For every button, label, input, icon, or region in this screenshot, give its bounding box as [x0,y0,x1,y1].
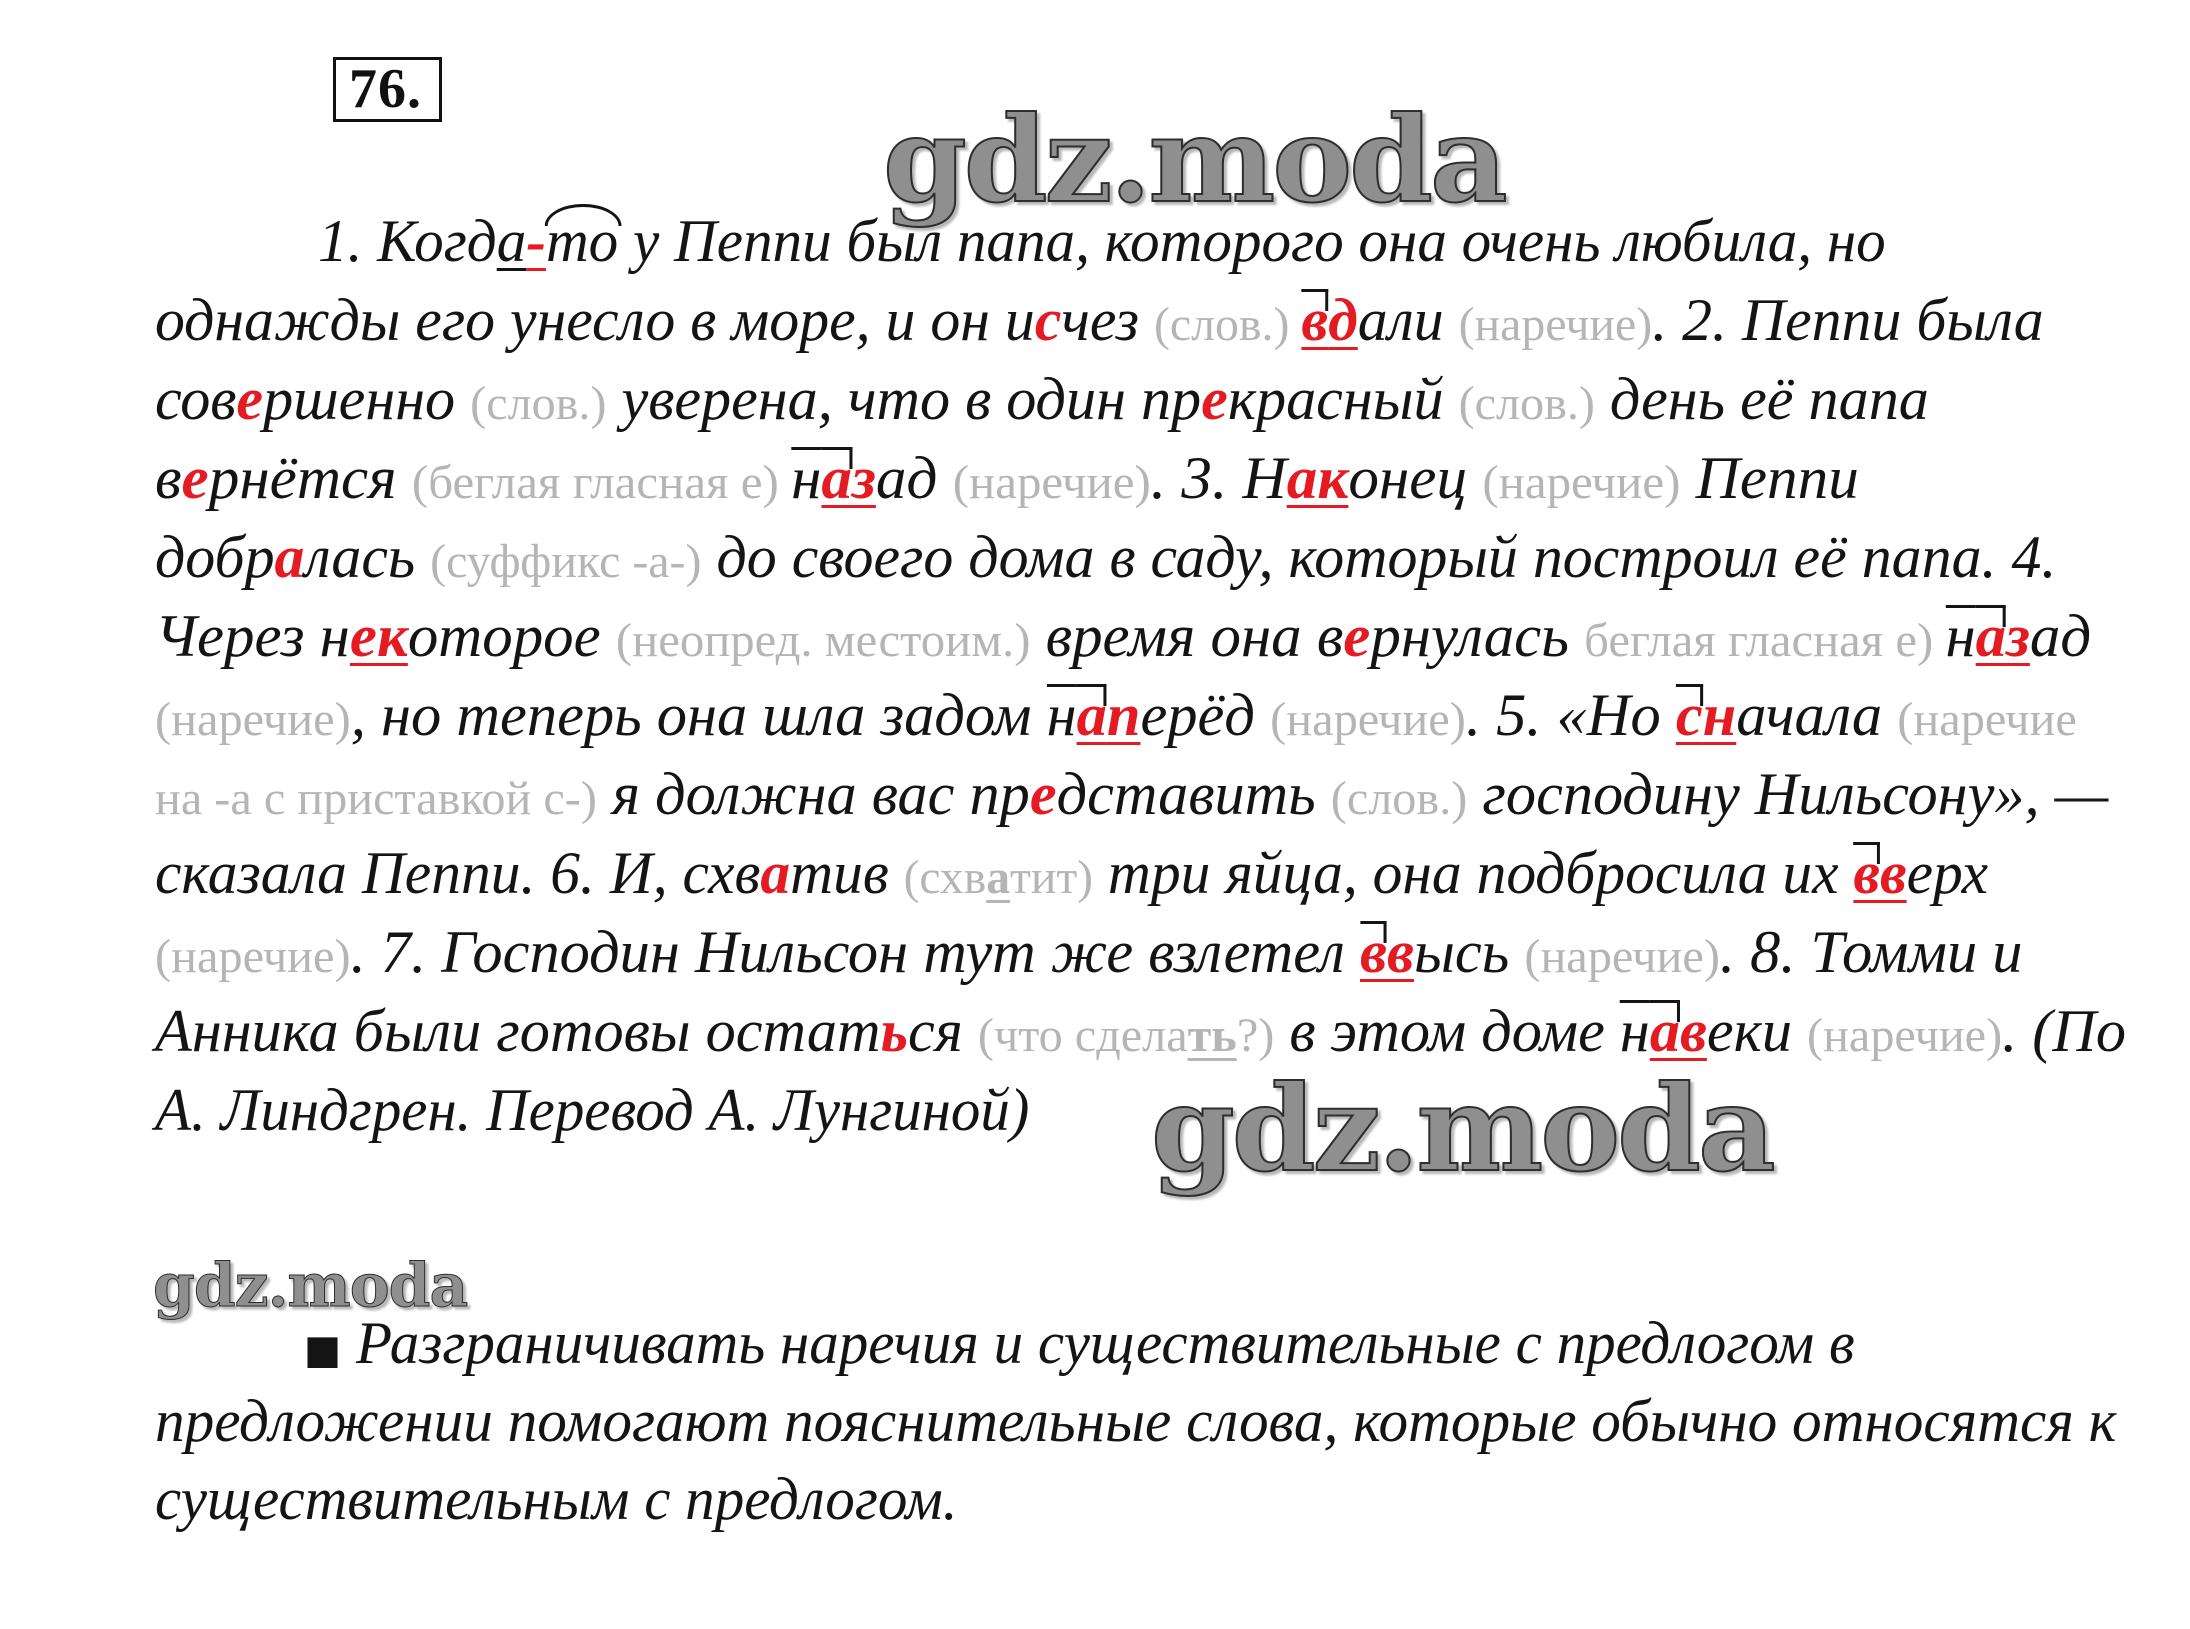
grammar-note: беглая гласная е) [1584,614,1946,667]
orthogram-letters: а [760,840,791,906]
text-run: ся [908,998,978,1064]
text-line [304,1304,1855,1383]
exercise-number: 76. [349,58,422,120]
text-run: у Пеппи был папа, которого она очень любила, но [618,208,1886,274]
text-run: . 2. Пеппи была [1652,287,2044,353]
orthogram-letters: е [181,445,209,511]
text-run: день её папа [1594,366,1929,432]
orthogram-letters: а [1649,998,1680,1064]
text-run: . (По [2002,998,2127,1064]
text-run: н [1619,998,1650,1064]
text-run: оторое [407,603,616,669]
grammar-note: (суффикс -а-) [430,535,702,588]
exercise-number-box [333,57,442,122]
orthogram-letters: з [2006,603,2030,669]
text-run: а [496,208,527,274]
text-run: добр [155,524,275,590]
text-run: дставить [1056,761,1331,827]
grammar-note: (наречие) [1270,693,1466,746]
text-run: ерх [1906,840,1988,906]
text-run: онец [1348,445,1483,511]
text-line [155,281,2044,360]
text-run: али [1357,287,1459,353]
text-run: уверена, что в один пр [606,366,1202,432]
orthogram-letters: в [1387,919,1415,985]
orthogram-letters: а [821,445,853,511]
text-line [155,992,2126,1071]
grammar-note: (схв [903,851,987,904]
text-run: 1. Когд [318,208,497,274]
text-run: в [155,445,182,511]
text-run: . 5. «Но [1465,682,1676,748]
text-run: ршенно [263,366,471,432]
text-run: ад [875,445,953,511]
grammar-note: (наречие) [952,456,1151,509]
text-run: . 8. Томми и [1719,919,2023,985]
text-run: лась [304,524,431,590]
text-run: сов [155,366,237,432]
orthogram-letters: в [1360,919,1388,985]
watermark-logo: gdz.moda [1151,1059,1773,1198]
watermark-logo-small: gdz.moda [153,1251,468,1321]
text-run: ад [2029,603,2092,669]
grammar-note: тит) [1010,851,1093,904]
text-run: , но теперь она шла задом [350,682,1047,748]
orthogram-letters: п [1106,682,1141,748]
text-run: сказала Пеппи. 6. И, схв [155,840,761,906]
text-line [155,439,1859,518]
text-line [155,518,2056,597]
orthogram-letters: е [236,366,264,432]
text-run: еки [1706,998,1808,1064]
text-run: в этом доме [1274,998,1620,1064]
text-line [155,360,1929,439]
text-run: н [1945,603,1976,669]
text-run: рнулась [1370,603,1585,669]
bullet-square: ■ [304,1327,342,1373]
text-line [155,834,1988,913]
text-run: ачала [1736,682,1898,748]
grammar-note: (неопред. местоим.) [615,614,1031,667]
text-line [155,676,2077,755]
text-run: н [791,445,822,511]
text-line [155,1382,2116,1461]
orthogram-letters: а [274,524,305,590]
orthogram-letters: ек [349,603,408,669]
orthogram-letters: з [852,445,876,511]
text-run: . 7. Господин Нильсон тут же взлетел [350,919,1361,985]
text-run: н [1046,682,1077,748]
grammar-note: ть [1187,1009,1237,1062]
grammar-note: (наречие) [1807,1009,2003,1062]
text-run: три яйца, она подбросила их [1092,840,1854,906]
grammar-note: (что сдела [977,1009,1188,1062]
grammar-note: (наречие [1897,693,2077,746]
watermark-logo: gdz.moda [883,90,1505,229]
text-run: ерёд [1140,682,1271,748]
text-run: А. Линдгрен. Перевод А. Лунгиной) [155,1077,1030,1143]
text-run: . 3. Н [1150,445,1287,511]
text-line [155,755,2108,834]
text-run: то [545,208,619,274]
orthogram-letters: в [1853,840,1880,906]
grammar-note: (наречие) [155,930,351,983]
text-run: тив [790,840,904,906]
text-run: господину Нильсону», — [1467,761,2109,827]
text-line [155,1460,958,1539]
text-run: ысь [1414,919,1525,985]
text-run: Анника были готовы остат [155,998,881,1064]
orthogram-letters: е [1201,366,1228,432]
grammar-note: (беглая гласная е) [411,456,792,509]
text-line [155,597,2091,676]
orthogram-letters: а [1076,682,1107,748]
orthogram-letters: е [1029,761,1057,827]
grammar-note: (слов.) [470,377,607,430]
text-run: Через н [155,603,350,669]
grammar-note: (слов.) [1153,298,1302,351]
text-run: я должна вас пр [596,761,1030,827]
orthogram-letters: с [1034,287,1062,353]
grammar-note: ?) [1236,1009,1275,1062]
text-run: существительным с предлогом. [155,1466,958,1532]
text-run: Пеппи [1680,445,1859,511]
orthogram-letters: н [1702,682,1737,748]
orthogram-letters: е [1343,603,1371,669]
orthogram-letters: д [1328,287,1358,353]
text-run: однажды его унесло в море, и он и [155,287,1035,353]
grammar-note: (наречие) [155,693,351,746]
grammar-note: (наречие) [1524,930,1720,983]
orthogram-letters: ак [1286,445,1349,511]
grammar-note: а [986,851,1011,904]
text-line [155,913,2023,992]
orthogram-letters: в [1679,998,1707,1064]
text-run: Разграничивать наречия и существительные с предлогом в [341,1310,1855,1376]
grammar-note: (слов.) [1330,772,1468,825]
orthogram-letters: в [1301,287,1329,353]
orthogram-letters: с [1675,682,1703,748]
orthogram-letters: в [1879,840,1907,906]
text-run: время она в [1030,603,1344,669]
text-run: рнётся [208,445,412,511]
grammar-note: (наречие) [1482,456,1681,509]
grammar-note: на -а с приставкой с-) [155,772,597,825]
text-run: до своего дома в саду, который построил её папа. 4. [701,524,2057,590]
orthogram-letters: - [526,208,546,274]
grammar-note: (наречие) [1458,298,1653,351]
text-run: чез [1061,287,1154,353]
text-run: красный [1227,366,1459,432]
orthogram-letters: ь [880,998,909,1064]
orthogram-letters: а [1975,603,2007,669]
text-line [155,1071,1029,1150]
grammar-note: (слов.) [1458,377,1595,430]
text-run: предложении помогают пояснительные слова, которые обычно относятся к [155,1388,2117,1454]
